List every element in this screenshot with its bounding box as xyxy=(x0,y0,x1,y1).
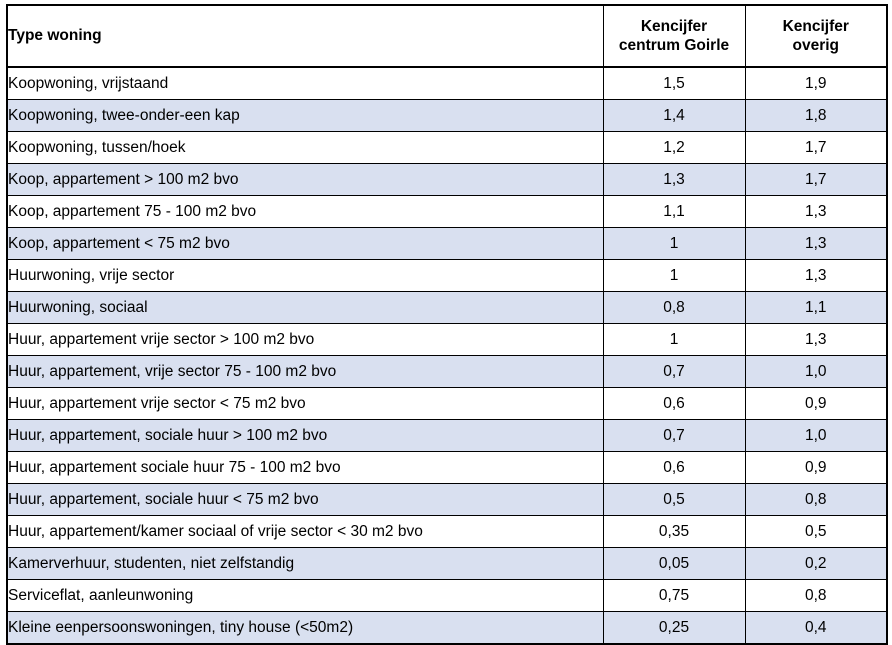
cell-type-woning: Huurwoning, sociaal xyxy=(7,292,603,324)
table-row xyxy=(7,324,887,356)
cell-kencijfer-centrum: 1 xyxy=(603,260,745,292)
column-header-overig-line2: overig xyxy=(792,37,839,54)
cell-type-woning: Koopwoning, twee-onder-een kap xyxy=(7,100,603,132)
column-header-centrum-line1: Kencijfer xyxy=(640,17,708,35)
table-body xyxy=(7,67,887,644)
table-header xyxy=(7,5,887,67)
cell-kencijfer-overig: 0,9 xyxy=(745,452,887,484)
table-row xyxy=(7,67,887,100)
cell-kencijfer-centrum: 1 xyxy=(603,228,745,260)
cell-kencijfer-overig: 1,0 xyxy=(745,356,887,388)
table-row xyxy=(7,228,887,260)
cell-type-woning: Huur, appartement/kamer sociaal of vrije sector < 30 m2 bvo xyxy=(7,516,603,548)
cell-type-woning: Kamerverhuur, studenten, niet zelfstandig xyxy=(7,548,603,580)
cell-type-woning: Serviceflat, aanleunwoning xyxy=(7,580,603,612)
cell-kencijfer-overig: 1,1 xyxy=(745,292,887,324)
cell-type-woning: Huur, appartement vrije sector > 100 m2 bvo xyxy=(7,324,603,356)
column-header-type-woning: Type woning xyxy=(7,5,603,67)
cell-kencijfer-overig: 1,7 xyxy=(745,132,887,164)
cell-type-woning: Huur, appartement, vrije sector 75 - 100 m2 bvo xyxy=(7,356,603,388)
table-row xyxy=(7,452,887,484)
column-header-kencijfer-centrum-goirle xyxy=(603,5,745,67)
table-row xyxy=(7,356,887,388)
cell-kencijfer-overig: 1,9 xyxy=(745,67,887,100)
table-row xyxy=(7,260,887,292)
cell-kencijfer-overig: 0,5 xyxy=(745,516,887,548)
cell-kencijfer-centrum: 0,6 xyxy=(603,388,745,420)
cell-kencijfer-centrum: 0,75 xyxy=(603,580,745,612)
cell-type-woning: Huurwoning, vrije sector xyxy=(7,260,603,292)
cell-kencijfer-centrum: 0,35 xyxy=(603,516,745,548)
cell-kencijfer-overig: 0,2 xyxy=(745,548,887,580)
cell-type-woning: Kleine eenpersoonswoningen, tiny house (<50m2) xyxy=(7,612,603,645)
cell-kencijfer-centrum: 1,3 xyxy=(603,164,745,196)
table-row xyxy=(7,164,887,196)
column-header-overig-line1: Kencijfer xyxy=(782,17,849,35)
cell-kencijfer-overig: 0,8 xyxy=(745,580,887,612)
parking-norms-table xyxy=(6,4,888,645)
cell-kencijfer-centrum: 0,8 xyxy=(603,292,745,324)
cell-type-woning: Koop, appartement > 100 m2 bvo xyxy=(7,164,603,196)
table-row xyxy=(7,196,887,228)
cell-kencijfer-centrum: 1,4 xyxy=(603,100,745,132)
cell-kencijfer-centrum: 0,5 xyxy=(603,484,745,516)
cell-kencijfer-overig: 0,4 xyxy=(745,612,887,645)
cell-kencijfer-centrum: 1,1 xyxy=(603,196,745,228)
table-row xyxy=(7,484,887,516)
cell-type-woning: Koop, appartement < 75 m2 bvo xyxy=(7,228,603,260)
cell-kencijfer-overig: 1,3 xyxy=(745,196,887,228)
table-row xyxy=(7,580,887,612)
cell-type-woning: Huur, appartement, sociale huur < 75 m2 bvo xyxy=(7,484,603,516)
cell-type-woning: Koop, appartement 75 - 100 m2 bvo xyxy=(7,196,603,228)
cell-kencijfer-centrum: 0,05 xyxy=(603,548,745,580)
cell-kencijfer-centrum: 1,5 xyxy=(603,67,745,100)
cell-kencijfer-overig: 1,7 xyxy=(745,164,887,196)
cell-type-woning: Koopwoning, tussen/hoek xyxy=(7,132,603,164)
cell-kencijfer-overig: 1,3 xyxy=(745,260,887,292)
cell-kencijfer-overig: 1,8 xyxy=(745,100,887,132)
table-row xyxy=(7,292,887,324)
cell-type-woning: Koopwoning, vrijstaand xyxy=(7,67,603,100)
cell-kencijfer-centrum: 0,7 xyxy=(603,420,745,452)
cell-type-woning: Huur, appartement sociale huur 75 - 100 m2 bvo xyxy=(7,452,603,484)
header-row xyxy=(7,5,887,67)
table-row xyxy=(7,100,887,132)
cell-kencijfer-centrum: 0,25 xyxy=(603,612,745,645)
table-row xyxy=(7,132,887,164)
column-header-kencijfer-overig xyxy=(745,5,887,67)
cell-type-woning: Huur, appartement vrije sector < 75 m2 bvo xyxy=(7,388,603,420)
table-row xyxy=(7,420,887,452)
cell-kencijfer-overig: 1,3 xyxy=(745,324,887,356)
cell-kencijfer-centrum: 1,2 xyxy=(603,132,745,164)
cell-kencijfer-overig: 1,0 xyxy=(745,420,887,452)
column-header-centrum-line2: centrum Goirle xyxy=(618,37,730,54)
cell-kencijfer-overig: 1,3 xyxy=(745,228,887,260)
table-row xyxy=(7,516,887,548)
table-row xyxy=(7,548,887,580)
cell-kencijfer-centrum: 0,7 xyxy=(603,356,745,388)
cell-type-woning: Huur, appartement, sociale huur > 100 m2 bvo xyxy=(7,420,603,452)
table-row xyxy=(7,612,887,645)
cell-kencijfer-centrum: 0,6 xyxy=(603,452,745,484)
cell-kencijfer-overig: 0,8 xyxy=(745,484,887,516)
cell-kencijfer-centrum: 1 xyxy=(603,324,745,356)
table-row xyxy=(7,388,887,420)
cell-kencijfer-overig: 0,9 xyxy=(745,388,887,420)
